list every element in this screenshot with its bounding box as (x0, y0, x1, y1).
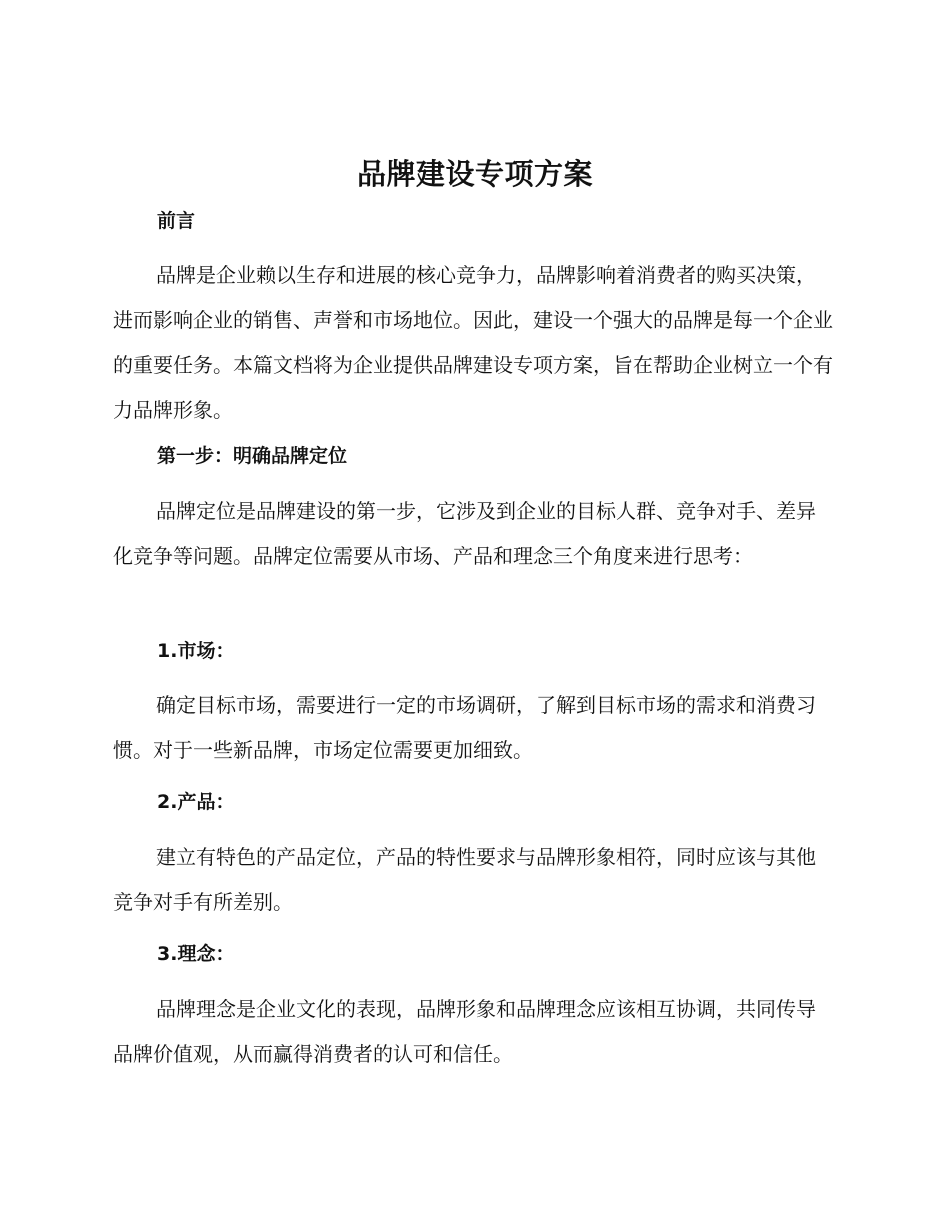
document-title: 品牌建设专项方案 (356, 157, 593, 191)
subheading-concept: 3.理念： (157, 943, 235, 965)
paragraph-concept: 品牌理念是企业文化的表现，品牌形象和品牌理念应该相互协调，共同传导品牌价值观，从而赢得消费者的认可和信任。 (113, 997, 816, 1066)
subheading-market: 1.市场： (157, 640, 235, 662)
subheading-product: 2.产品： (157, 791, 235, 813)
paragraph-market: 确定目标市场，需要进行一定的市场调研，了解到目标市场的需求和消费习惯。对于一些新品牌，市场定位需要更加细致。 (113, 693, 816, 762)
section-heading-preface: 前言 (157, 210, 196, 232)
paragraph-preface: 品牌是企业赖以生存和进展的核心竞争力，品牌影响着消费者的购买决策，进而影响企业的销售、声誉和市场地位。因此，建设一个强大的品牌是每一个企业的重要任务。本篇文档将为企业提供品牌建设专项方案，旨在帮助企业树立一个有力品牌形象。 (113, 263, 833, 422)
paragraph-step1: 品牌定位是品牌建设的第一步，它涉及到企业的目标人群、竞争对手、差异化竞争等问题。品牌定位需要从市场、产品和理念三个角度来进行思考： (113, 499, 816, 568)
section-heading-step1: 第一步：明确品牌定位 (157, 445, 348, 467)
paragraph-product: 建立有特色的产品定位，产品的特性要求与品牌形象相符，同时应该与其他竞争对手有所差别。 (113, 845, 816, 914)
